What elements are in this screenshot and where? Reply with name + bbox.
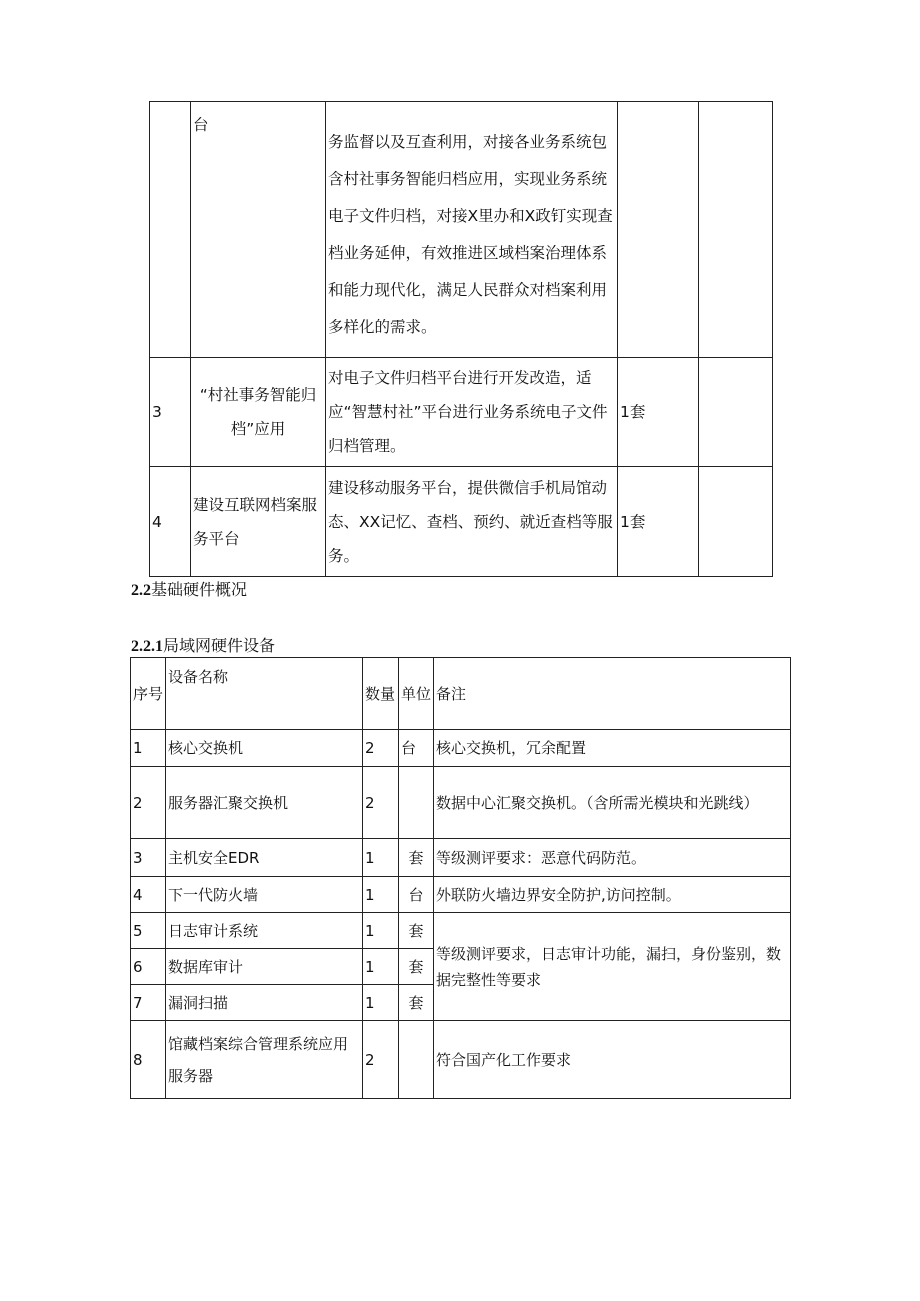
cell-no: 7 bbox=[131, 985, 166, 1021]
cell-note: 等级测评要求：恶意代码防范。 bbox=[434, 839, 791, 877]
cell-no: 4 bbox=[150, 467, 191, 577]
cell-qty: 1 bbox=[363, 913, 399, 949]
cell-note: 数据中心汇聚交换机。（含所需光模块和光跳线） bbox=[434, 767, 791, 839]
cell-desc: 务监督以及互查利用，对接各业务系统包含村社事务智能归档应用，实现业务系统电子文件归档，对接X里办和X政钉实现查档业务延伸，有效推进区域档案治理体系和能力现代化，满足人民群众对档案利用多样化的需求。 bbox=[326, 102, 618, 358]
cell-qty bbox=[618, 102, 699, 358]
project-table bbox=[149, 101, 773, 577]
cell-note bbox=[699, 102, 773, 358]
section-title: 基础硬件概况 bbox=[151, 580, 248, 599]
table-row bbox=[150, 467, 773, 577]
cell-name: 服务器汇聚交换机 bbox=[166, 767, 363, 839]
cell-desc: 对电子文件归档平台进行开发改造，适应“智慧村社”平台进行业务系统电子文件归档管理。 bbox=[326, 358, 618, 467]
header-qty: 数量 bbox=[363, 658, 399, 730]
cell-no: 6 bbox=[131, 949, 166, 985]
cell-no: 3 bbox=[131, 839, 166, 877]
table-row bbox=[131, 877, 791, 913]
cell-unit: 台 bbox=[399, 730, 434, 767]
cell-qty: 1 bbox=[363, 877, 399, 913]
cell-qty: 1套 bbox=[618, 358, 699, 467]
cell-qty: 1套 bbox=[618, 467, 699, 577]
header-name: 设备名称 bbox=[166, 658, 363, 730]
cell-desc: 建设移动服务平台，提供微信手机局馆动态、XX记忆、查档、预约、就近查档等服务。 bbox=[326, 467, 618, 577]
cell-note: 符合国产化工作要求 bbox=[434, 1021, 791, 1099]
section-heading-2-2 bbox=[131, 577, 247, 600]
hardware-table bbox=[130, 657, 791, 1099]
cell-no: 4 bbox=[131, 877, 166, 913]
section-heading-2-2-1 bbox=[131, 633, 275, 656]
cell-unit: 套 bbox=[399, 913, 434, 949]
cell-name: 台 bbox=[191, 102, 326, 358]
cell-name: 下一代防火墙 bbox=[166, 877, 363, 913]
table-row bbox=[131, 839, 791, 877]
cell-note: 外联防火墙边界安全防护,访问控制。 bbox=[434, 877, 791, 913]
cell-name: 数据库审计 bbox=[166, 949, 363, 985]
cell-name: 日志审计系统 bbox=[166, 913, 363, 949]
cell-no: 3 bbox=[150, 358, 191, 467]
cell-note: 等级测评要求，日志审计功能，漏扫，身份鉴别，数据完整性等要求 bbox=[434, 913, 791, 1021]
table-header-row bbox=[131, 658, 791, 730]
cell-unit: 套 bbox=[399, 839, 434, 877]
cell-name: 核心交换机 bbox=[166, 730, 363, 767]
cell-note bbox=[699, 358, 773, 467]
cell-unit bbox=[399, 767, 434, 839]
cell-no: 5 bbox=[131, 913, 166, 949]
table-row bbox=[131, 913, 791, 949]
table-row bbox=[150, 102, 773, 358]
cell-name: “村社事务智能归档”应用 bbox=[191, 358, 326, 467]
section-title: 局域网硬件设备 bbox=[163, 636, 276, 655]
cell-name: 建设互联网档案服务平台 bbox=[191, 467, 326, 577]
cell-note bbox=[699, 467, 773, 577]
cell-unit bbox=[399, 1021, 434, 1099]
table-row bbox=[131, 767, 791, 839]
cell-unit: 套 bbox=[399, 949, 434, 985]
header-note: 备注 bbox=[434, 658, 791, 730]
cell-no: 2 bbox=[131, 767, 166, 839]
header-no: 序号 bbox=[131, 658, 166, 730]
cell-qty: 2 bbox=[363, 1021, 399, 1099]
header-unit: 单位 bbox=[399, 658, 434, 730]
cell-qty: 1 bbox=[363, 839, 399, 877]
table-row bbox=[131, 730, 791, 767]
cell-name: 馆藏档案综合管理系统应用服务器 bbox=[166, 1021, 363, 1099]
cell-qty: 2 bbox=[363, 730, 399, 767]
section-number: 2.2 bbox=[131, 582, 151, 599]
cell-no: 1 bbox=[131, 730, 166, 767]
cell-unit: 台 bbox=[399, 877, 434, 913]
cell-no: 8 bbox=[131, 1021, 166, 1099]
table-row bbox=[150, 358, 773, 467]
cell-name: 漏洞扫描 bbox=[166, 985, 363, 1021]
cell-qty: 2 bbox=[363, 767, 399, 839]
cell-name: 主机安全EDR bbox=[166, 839, 363, 877]
table-row bbox=[131, 1021, 791, 1099]
cell-qty: 1 bbox=[363, 985, 399, 1021]
cell-no bbox=[150, 102, 191, 358]
section-number: 2.2.1 bbox=[131, 638, 163, 655]
cell-qty: 1 bbox=[363, 949, 399, 985]
cell-unit: 套 bbox=[399, 985, 434, 1021]
cell-note: 核心交换机，冗余配置 bbox=[434, 730, 791, 767]
